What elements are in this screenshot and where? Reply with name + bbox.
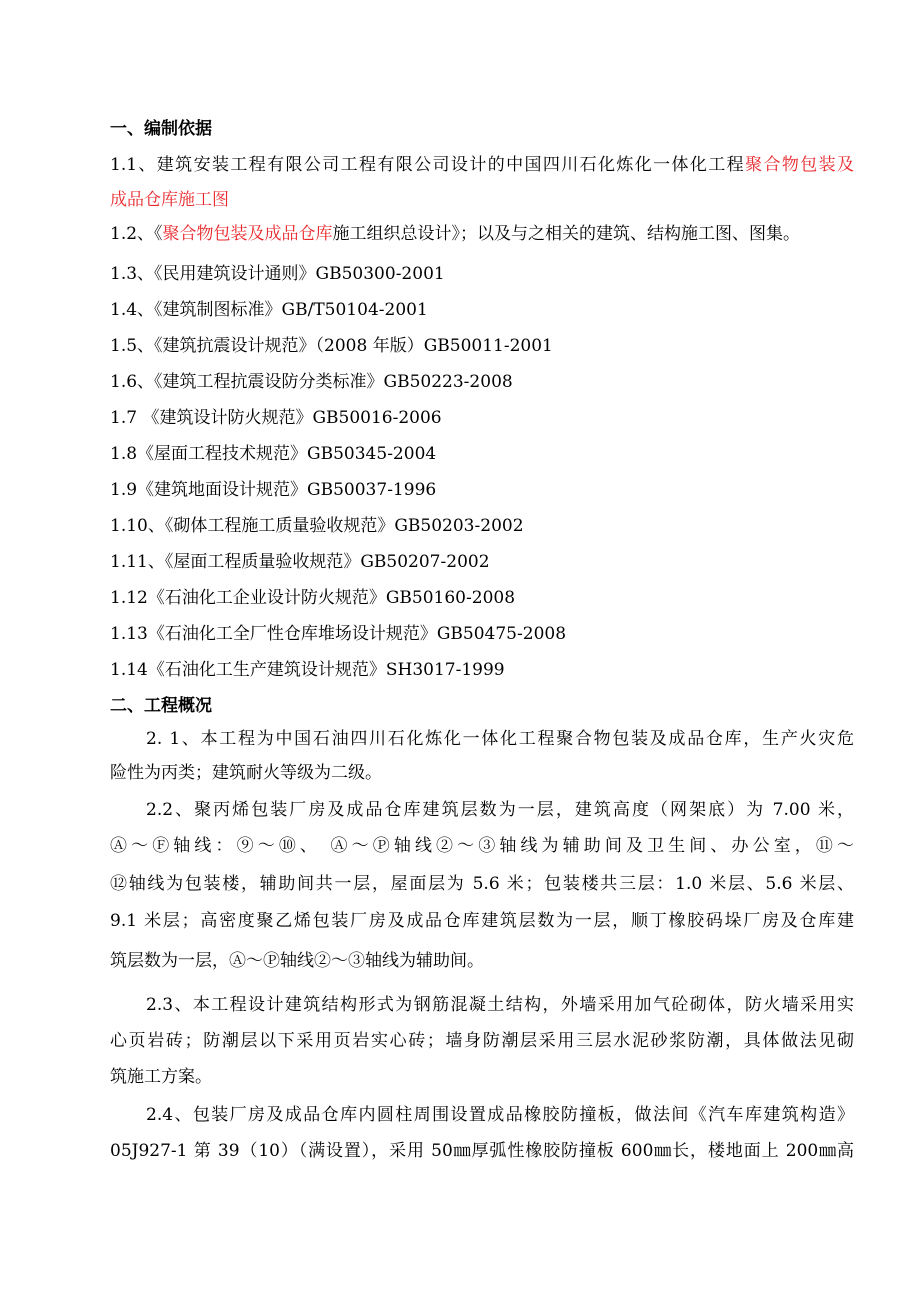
basis-item: 1.13《石油化工全厂性仓库堆场设计规范》GB50475-2008 xyxy=(110,624,567,644)
overview-paragraph-2-1-line: 2. 1、本工程为中国石油四川石化炼化一体化工程聚合物包装及成品仓库，生产火灾危 xyxy=(146,729,854,749)
basis-item: 1.10、《砌体工程施工质量验收规范》GB50203-2002 xyxy=(110,516,524,536)
overview-paragraph-2-2-line: 2.2、聚丙烯包装厂房及成品仓库建筑层数为一层，建筑高度（网架底）为 7.00 米， xyxy=(146,800,854,820)
basis-item: 1.12《石油化工企业设计防火规范》GB50160-2008 xyxy=(110,588,516,608)
basis-item: 1.9《建筑地面设计规范》GB50037-1996 xyxy=(110,480,437,500)
basis-item-1-2-prefix: 1.2、《 xyxy=(110,224,163,244)
basis-item-1-1-highlight: 聚合物包装及 xyxy=(745,155,854,175)
overview-paragraph-2-2-line: Ⓐ～Ⓕ轴线：⑨～⑩、 Ⓐ～Ⓟ轴线②～③轴线为辅助间及卫生间、办公室，⑪～ xyxy=(110,836,854,856)
basis-item: 1.4、《建筑制图标准》GB/T50104-2001 xyxy=(110,300,428,320)
overview-paragraph-2-3-line: 2.3、本工程设计建筑结构形式为钢筋混凝土结构，外墙采用加气砼砌体，防火墙采用实 xyxy=(146,995,854,1015)
basis-item: 1.7 《建筑设计防火规范》GB50016-2006 xyxy=(110,408,442,428)
overview-paragraph-2-3-line: 心页岩砖；防潮层以下采用页岩实心砖；墙身防潮层采用三层水泥砂浆防潮，具体做法见砌 xyxy=(110,1031,854,1051)
basis-item-1-1-continued: 成品仓库施工图 xyxy=(110,190,229,210)
basis-item-1-1-text: 1.1、建筑安装工程有限公司工程有限公司设计的中国四川石化炼化一体化工程 xyxy=(110,155,746,175)
basis-item: 1.3、《民用建筑设计通则》GB50300-2001 xyxy=(110,264,445,284)
basis-item-1-2-suffix: 施工组织总设计》；以及与之相关的建筑、结构施工图、图集。 xyxy=(332,224,801,244)
basis-item: 1.6、《建筑工程抗震设防分类标准》GB50223-2008 xyxy=(110,372,513,392)
overview-paragraph-2-4-line: 2.4、包装厂房及成品仓库内圆柱周围设置成品橡胶防撞板，做法间《汽车库建筑构造》 xyxy=(146,1105,854,1125)
basis-item-1-1 xyxy=(110,154,854,176)
basis-item: 1.8《屋面工程技术规范》GB50345-2004 xyxy=(110,444,437,464)
section-heading-2: 二、工程概况 xyxy=(110,696,212,716)
basis-item-1-2 xyxy=(110,223,800,245)
overview-paragraph-2-4-line: 05J927-1 第 39（10）（满设置），采用 50㎜厚弧性橡胶防撞板 600㎜长，楼地面上 200㎜高 xyxy=(110,1141,854,1161)
basis-item: 1.11、《屋面工程质量验收规范》GB50207-2002 xyxy=(110,552,490,572)
overview-paragraph-2-1-line: 险性为丙类；建筑耐火等级为二级。 xyxy=(110,763,382,783)
basis-item-1-2-highlight: 聚合物包装及成品仓库 xyxy=(162,224,333,244)
overview-paragraph-2-3-line: 筑施工方案。 xyxy=(110,1067,212,1087)
basis-item: 1.14《石油化工生产建筑设计规范》SH3017-1999 xyxy=(110,660,505,680)
section-heading-1: 一、编制依据 xyxy=(110,119,212,139)
overview-paragraph-2-2-line: ⑫轴线为包装楼，辅助间共一层，屋面层为 5.6 米；包装楼共三层：1.0 米层、5.6 米层、 xyxy=(110,874,854,894)
basis-item: 1.5、《建筑抗震设计规范》（2008 年版）GB50011-2001 xyxy=(110,336,553,356)
overview-paragraph-2-2-line: 9.1 米层；高密度聚乙烯包装厂房及成品仓库建筑层数为一层，顺丁橡胶码垛厂房及仓库建 xyxy=(110,911,854,931)
overview-paragraph-2-2-line: 筑层数为一层，Ⓐ～Ⓟ轴线②～③轴线为辅助间。 xyxy=(110,951,484,971)
